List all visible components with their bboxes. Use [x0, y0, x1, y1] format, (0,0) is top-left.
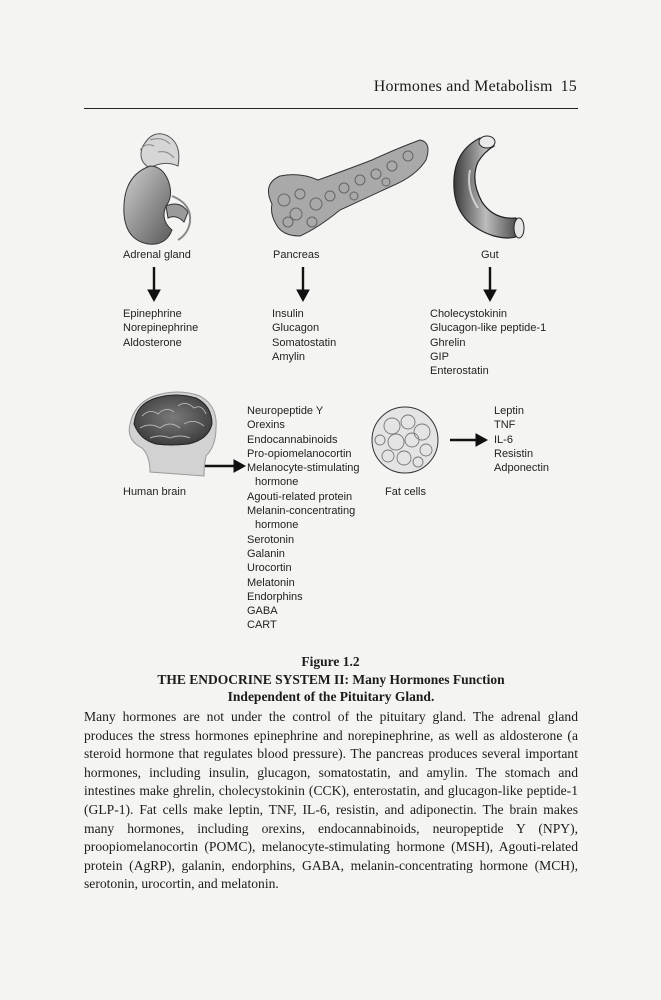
- list-item: Amylin: [272, 350, 306, 363]
- list-item: Agouti-related protein: [247, 490, 353, 503]
- list-item: Galanin: [247, 547, 285, 560]
- list-item: Melatonin: [247, 576, 295, 589]
- body-paragraph: Many hormones are not under the control of the pituitary gland. The adrenal gland produces the stress hormones epinephrine and norepinephrine, as well as aldosterone (a steroid hormone that regulates blood pressure). The pancreas produces several important hormones, including insulin, glucagon, somatostatin, and amylin. The stomach and intestines make ghrelin, cholecystokinin (CCK), enterostatin, and glucagon-like peptide-1 (GLP-1). Fat cells make leptin, TNF, IL-6, resistin, and adiponectin. The brain makes many hormones, including orexins, endocannabinoids, neuropeptide Y (NPY), proopiomelanocortin (POMC), melanocyte-stimulating hormone (MSH), Agouti-related protein (AgRP), galanin, endorphins, GABA, melanin-concentrating hormone (MCH), serotonin, urocortin, and melatonin.: [84, 709, 578, 892]
- fat-hormone-list: [494, 404, 549, 475]
- list-item: hormone: [255, 476, 299, 489]
- list-item: Glucagon: [272, 322, 320, 335]
- list-item: Adponectin: [494, 462, 550, 475]
- adrenal-gland-image: [124, 134, 190, 245]
- page-number: 15: [560, 78, 577, 95]
- fat-cells-label: Fat cells: [385, 486, 426, 498]
- list-item: Orexins: [247, 419, 285, 432]
- pancreas-image: [268, 140, 428, 236]
- list-item: CART: [247, 619, 277, 632]
- list-item: Norepinephrine: [123, 322, 199, 335]
- list-item: Insulin: [272, 308, 304, 320]
- gut-hormone-list: [430, 307, 546, 378]
- adrenal-gland-label: Adrenal gland: [123, 249, 191, 261]
- list-item: Aldosterone: [123, 336, 182, 349]
- list-item: Epinephrine: [123, 308, 182, 320]
- list-item: Endorphins: [247, 590, 303, 603]
- list-item: Somatostatin: [272, 336, 337, 349]
- adrenal-hormone-list: [123, 307, 198, 350]
- list-item: Cholecystokinin: [430, 308, 508, 320]
- list-item: Pro-opiomelanocortin: [247, 447, 352, 460]
- gut-image: [454, 136, 524, 238]
- pancreas-hormone-list: [272, 307, 336, 364]
- list-item: Endocannabinoids: [247, 433, 338, 446]
- list-item: Enterostatin: [430, 365, 489, 378]
- pancreas-label: Pancreas: [273, 249, 320, 261]
- brain-hormone-list: [247, 404, 360, 633]
- human-brain-image: [129, 392, 216, 476]
- gut-label: Gut: [481, 249, 499, 261]
- list-item: Melanin-concentrating: [247, 505, 356, 518]
- figure-title-line-1: THE ENDOCRINE SYSTEM II: Many Hormones Function: [157, 672, 505, 687]
- list-item: IL-6: [494, 433, 513, 446]
- fat-cells-image: [372, 407, 438, 473]
- figure-title: [84, 671, 578, 705]
- list-item: TNF: [494, 419, 516, 432]
- list-item: Melanocyte-stimulating: [247, 462, 360, 475]
- list-item: Resistin: [494, 447, 534, 460]
- list-item: hormone: [255, 519, 299, 532]
- figure-title-line-2: Independent of the Pituitary Gland.: [227, 689, 435, 704]
- list-item: Urocortin: [247, 562, 292, 575]
- list-item: GABA: [247, 605, 278, 618]
- list-item: Neuropeptide Y: [247, 405, 324, 417]
- figure-number: Figure 1.2: [301, 654, 360, 669]
- list-item: Serotonin: [247, 533, 295, 546]
- list-item: Glucagon-like peptide-1: [430, 322, 547, 335]
- human-brain-label: Human brain: [123, 486, 186, 498]
- running-title: Hormones and Metabolism: [373, 78, 553, 95]
- list-item: GIP: [430, 350, 449, 363]
- list-item: Leptin: [494, 405, 524, 417]
- list-item: Ghrelin: [430, 336, 466, 349]
